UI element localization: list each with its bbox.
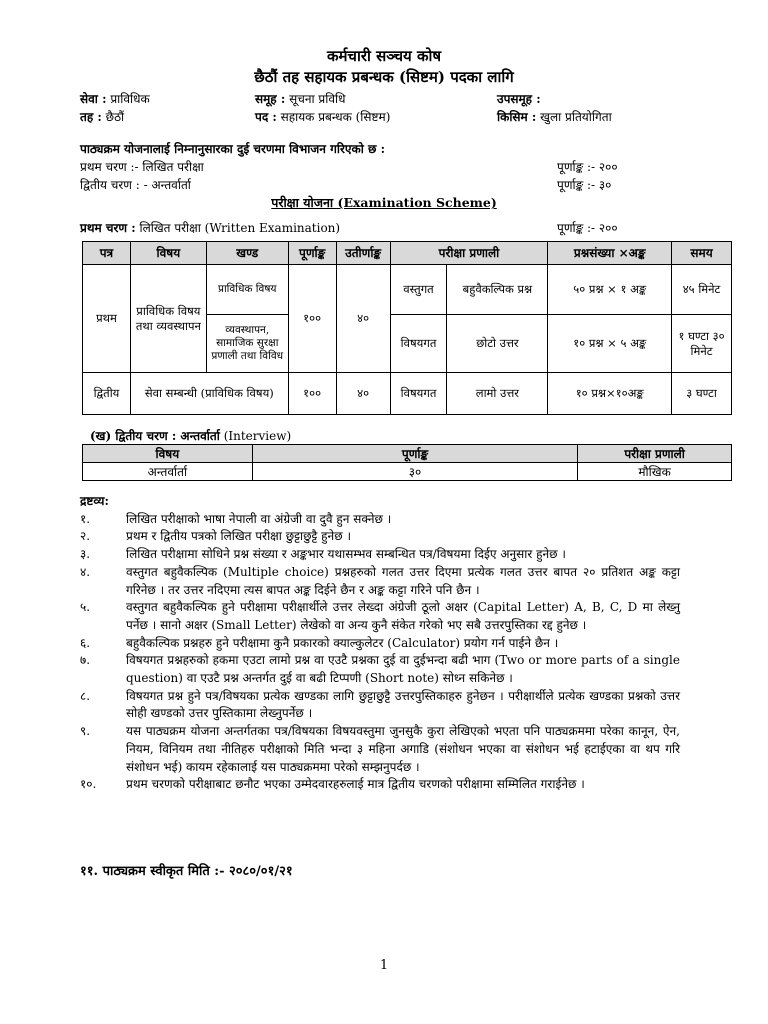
col-header-bishay: विषय — [130, 242, 206, 265]
table-row — [83, 265, 732, 315]
interview-label-en: (Interview) — [223, 429, 292, 443]
col-header-prashna: प्रश्नसंख्या ×अङ्क — [548, 242, 672, 265]
approval-date: ११. पाठ्यक्रम स्वीकृत मिति :- २०८०/०१/२१ — [80, 864, 293, 879]
interview-header-row — [83, 445, 732, 463]
sewa-label: सेवा : — [80, 92, 107, 106]
paper2-pass-marks: ४० — [336, 373, 390, 415]
note-text: प्रथम चरणको परीक्षाबाट छनौट भएका उम्मेदवारहरुलाई मात्र द्वितीय चरणको परीक्षामा सम्मिलित गराईनेछ । — [126, 777, 585, 792]
col-header-uttirnanka: उतीर्णाङ्क — [336, 242, 390, 265]
note-text: यस पाठ्यक्रम योजना अन्तर्गतका पत्र/विषयका विषयवस्तुमा जुनसुकै कुरा लेखिएको भएता पनि पाठ्यक्रममा परेका कानून, ऐन, नियम, विनियम तथा नीतिहरु परीक्षाको मिति भन्दा ३ महिना अगाडि (संशोधन भएका वा संशोधन भई हटाईएका वा थप गरि संशोधन भई) कायम रहेकालाई यस पाठ्यक्रममा परेको सम्झनुपर्दछ । — [126, 724, 680, 774]
first-stage-marks: पूर्णाङ्क :- २०० — [557, 221, 618, 235]
col-header-patra: पत्र — [83, 242, 131, 265]
paper1-full-marks: १०० — [288, 265, 336, 373]
list-item — [80, 546, 680, 564]
paper2-subject: सेवा सम्बन्धी (प्राविधिक विषय) — [130, 373, 288, 415]
samuha-value: सूचना प्रविधि — [289, 92, 346, 106]
pad-field — [255, 108, 390, 125]
paper1-obj-method: बहुवैकल्पिक प्रश्न — [447, 265, 548, 315]
list-item — [80, 776, 680, 794]
samuha-field — [255, 90, 346, 107]
list-item — [80, 635, 680, 653]
post-title: छैठौं तह सहायक प्रबन्धक (सिष्टम) पदका लागि — [254, 68, 514, 86]
col-header-purnanka: पूर्णाङ्क — [288, 242, 336, 265]
first-stage-label: प्रथम चरण : — [80, 221, 136, 235]
table-row — [83, 373, 732, 415]
iv-header-marks: पूर्णाङ्क — [252, 445, 577, 463]
note-number: ६. — [80, 635, 91, 650]
notes-section — [80, 493, 680, 794]
note-text: लिखित परीक्षामा सोधिने प्रश्न संख्या र अङ्कभार यथासम्भव सम्बन्धित पत्र/विषयमा दिईए अनुसार हुनेछ । — [126, 547, 566, 562]
paper2-full-marks: १०० — [288, 373, 336, 415]
taha-label: तह : — [80, 110, 102, 124]
samuha-label: समूह : — [255, 92, 286, 106]
iv-header-subject: विषय — [83, 445, 253, 463]
note-text: प्रथम र द्वितीय पत्रको लिखित परीक्षा छुट्टाछुट्टै हुनेछ । — [126, 529, 351, 544]
pad-value: सहायक प्रबन्धक (सिष्टम) — [280, 110, 391, 124]
note-number: ३. — [80, 547, 91, 562]
page-number: 1 — [379, 958, 389, 973]
kisim-label: किसिम : — [497, 110, 537, 124]
iv-method: मौखिक — [578, 463, 732, 481]
paper2-time: ३ घण्टा — [672, 373, 732, 415]
paper2-count: १० प्रश्न×१०अङ्क — [548, 373, 672, 415]
iv-subject: अन्तर्वार्ता — [83, 463, 253, 481]
iv-marks: ३० — [252, 463, 577, 481]
stage2-marks: पूर्णाङ्क :- ३० — [557, 178, 612, 192]
kisim-value: खुला प्रतियोगिता — [540, 110, 612, 124]
note-number: २. — [80, 529, 91, 544]
note-text: विषयगत प्रश्नहरुको हकमा एउटा लामो प्रश्न वा एउटै प्रश्नका दुई वा दुईभन्दा बढी भाग (Two or more parts of a single question) वा एउटै प्रश्न अन्तर्गत दुई वा बढी टिप्पणी (Short note) सोध्न सकिनेछ । — [126, 653, 680, 686]
interview-label: (ख) द्वितीय चरण : अन्तर्वार्ता — [90, 429, 220, 443]
scheme-title: परीक्षा योजना (Examination Scheme) — [271, 195, 497, 210]
kisim-field — [497, 108, 612, 125]
pad-label: पद : — [255, 110, 277, 124]
col-header-khanda: खण्ड — [206, 242, 288, 265]
note-number: ५. — [80, 600, 91, 615]
paper1-subj-method: छोटो उत्तर — [447, 315, 548, 373]
note-number: ९. — [80, 724, 91, 739]
col-header-pranali: परीक्षा प्रणाली — [390, 242, 548, 265]
list-item — [80, 723, 680, 776]
paper1-section1: प्राविधिक विषय — [206, 265, 288, 315]
list-item — [80, 599, 680, 634]
note-text: वस्तुगत बहुवैकल्पिक हुने परीक्षामा परीक्षार्थीले उत्तर लेख्दा अंग्रेजी ठूलो अक्षर (Capital Letter) A, B, C, D मा लेख्नु पर्नेछ । सानो अक्षर (Small Letter) लेखेको वा अन्य कुनै संकेत गरेको भए सबै उत्तरपुस्तिका रद्द हुनेछ । — [126, 600, 680, 632]
paper2-type: विषयगत — [390, 373, 447, 415]
list-item — [80, 652, 680, 687]
upasamuha-field — [497, 90, 541, 107]
note-number: ८. — [80, 688, 91, 703]
stage2-text: द्वितीय चरण : - अन्तर्वार्ता — [80, 178, 191, 192]
paper1-subj-type: विषयगत — [390, 315, 447, 373]
paper1-section2: व्यवस्थापन, सामाजिक सुरक्षा प्रणाली तथा विविध — [206, 315, 288, 373]
paper1-pass-marks: ४० — [336, 265, 390, 373]
paper1-obj-type: वस्तुगत — [390, 265, 447, 315]
table-row — [83, 463, 732, 481]
iv-header-method: परीक्षा प्रणाली — [578, 445, 732, 463]
notes-heading: द्रष्टव्य: — [80, 494, 109, 508]
exam-scheme-table — [82, 241, 732, 415]
paper1-subj-count: १० प्रश्न × ५ अङ्क — [548, 315, 672, 373]
col-header-samay: समय — [672, 242, 732, 265]
taha-value: छैठौं — [105, 110, 125, 124]
stage1-marks: पूर्णाङ्क :- २०० — [557, 160, 618, 174]
paper1-subj-time: १ घण्टा ३० मिनेट — [672, 315, 732, 373]
first-stage-text: लिखित परीक्षा (Written Examination) — [139, 221, 341, 235]
list-item — [80, 511, 680, 529]
interview-heading — [90, 427, 291, 444]
upasamuha-label: उपसमूह : — [497, 92, 541, 106]
paper2-method: लामो उत्तर — [447, 373, 548, 415]
paper1-name: प्रथम — [83, 265, 131, 373]
note-number: १. — [80, 511, 91, 526]
list-item — [80, 528, 680, 546]
note-text: वस्तुगत बहुवैकल्पिक (Multiple choice) प्रश्नहरुको गलत उत्तर दिएमा प्रत्येक गलत उत्तर बापत २० प्रतिशत अङ्क कट्टा गरिनेछ । तर उत्तर नदिएमा त्यस बापत अङ्क दिईने छैन र अङ्क कट्टा गरिने पनि छैन । — [126, 564, 680, 597]
note-number: ४. — [80, 564, 91, 579]
taha-field — [80, 108, 124, 125]
list-item — [80, 688, 680, 723]
paper2-name: द्वितीय — [83, 373, 131, 415]
intro-heading: पाठ्यक्रम योजनालाई निम्नानुसारका दुई चरणमा विभाजन गरिएको छ : — [80, 142, 386, 156]
paper1-obj-count: ५० प्रश्न × १ अङ्क — [548, 265, 672, 315]
note-number: १०. — [80, 777, 97, 792]
list-item — [80, 564, 680, 599]
note-text: लिखित परीक्षाको भाषा नेपाली वा अंग्रेजी वा दुवै हुन सक्नेछ । — [126, 511, 392, 526]
interview-table — [82, 444, 732, 481]
sewa-value: प्राविधिक — [110, 92, 150, 106]
stage1-text: प्रथम चरण :- लिखित परीक्षा — [80, 160, 204, 174]
first-stage-line — [80, 219, 340, 236]
org-title: कर्मचारी सञ्चय कोष — [326, 47, 442, 65]
sewa-field — [80, 90, 150, 107]
note-text: विषयगत प्रश्न हुने पत्र/विषयका प्रत्येक खण्डका लागि छुट्टाछुट्टै उत्तरपुस्तिकाहरु हुनेछन । परीक्षार्थीले प्रत्येक खण्डका प्रश्नको उत्तर सोही खण्डको उत्तर पुस्तिकामा लेख्नुपर्नेछ । — [126, 688, 680, 721]
paper1-subject: प्राविधिक विषय तथा व्यवस्थापन — [130, 265, 206, 373]
note-number: ७. — [80, 653, 91, 668]
table-header-row — [83, 242, 732, 265]
paper1-obj-time: ४५ मिनेट — [672, 265, 732, 315]
note-text: बहुवैकल्पिक प्रश्नहरु हुने परीक्षामा कुनै प्रकारको क्याल्कुलेटर (Calculator) प्रयोग गर्न पाईने छैन । — [126, 635, 559, 650]
